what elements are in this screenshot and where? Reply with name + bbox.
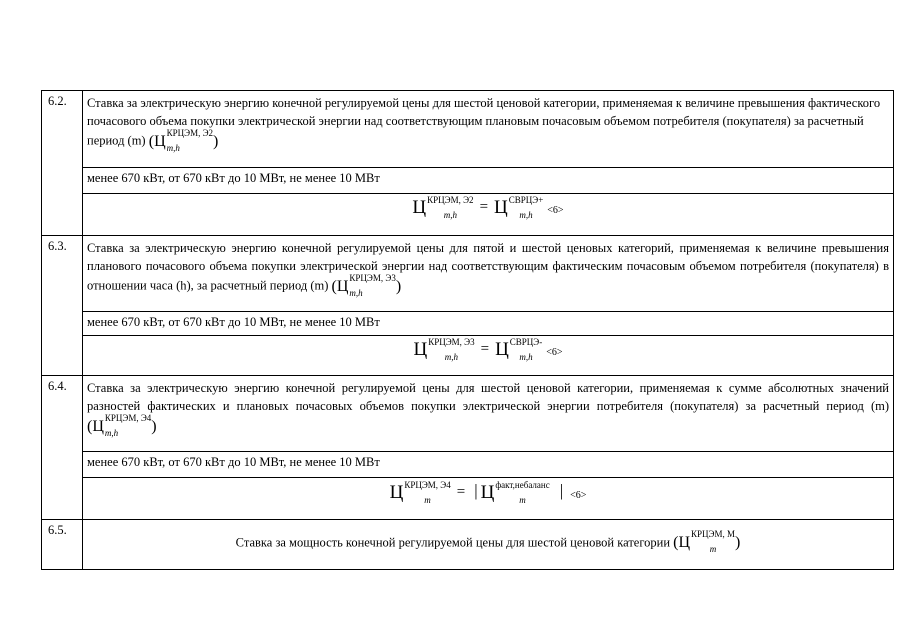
equals-sign: = xyxy=(479,198,489,215)
row-description xyxy=(83,91,894,168)
description-text: Ставка за электрическую энергию конечной регулируемой цены для пятой и шестой ценовых категорий, применяемая к величине превышения планового почасового объема покупки электрической энергии над соответствующим фактическим почасовым объемом потребителя (покупателя) в отношении часа (h), за расчетный период (m) xyxy=(87,241,889,293)
description-symbol: (Ц КРЦЭМ, Э2 m,h ) xyxy=(148,128,219,154)
row-number: 6.5. xyxy=(42,520,83,570)
description-text: Ставка за мощность конечной регулируемой цены для шестой ценовой категории xyxy=(235,535,671,550)
formula-lhs: Ц КРЦЭМ, Э3 m,h xyxy=(413,337,475,363)
table-row xyxy=(42,91,894,168)
footnote-ref: <6> xyxy=(570,490,587,501)
description-symbol: (Ц КРЦЭМ, М m ) xyxy=(673,529,741,555)
equals-sign: = xyxy=(456,484,466,500)
power-range: менее 670 кВт, от 670 кВт до 10 МВт, не менее 10 МВт xyxy=(83,168,894,194)
row-number: 6.3. xyxy=(42,236,83,376)
formula xyxy=(83,336,894,376)
description-text: Ставка за электрическую энергию конечной регулируемой цены для шестой ценовой категории, применяемая к сумме абсолютных значений разностей фактических и плановых почасовых объемов покупки электрической энергии потребителя (покупателя) за расчетный период (m) xyxy=(87,381,889,414)
table-row xyxy=(42,376,894,452)
table-row xyxy=(42,168,894,194)
footnote-ref: <6> xyxy=(546,346,563,358)
abs-bar-right: | xyxy=(559,481,564,500)
row-description xyxy=(83,236,894,312)
table-row xyxy=(42,236,894,312)
description-text: Ставка за электрическую энергию конечной регулируемой цены для шестой ценовой категории, применяемая к величине превышения фактического почасового объема покупки электрической энергии над соответствующим плановым почасовым объемом потребителя (покупателя) за расчетный период (m) xyxy=(87,96,881,148)
row-number: 6.2. xyxy=(42,91,83,236)
abs-bar-left: | xyxy=(474,481,478,500)
description-symbol: (Ц КРЦЭМ, Э3 m,h ) xyxy=(331,273,402,299)
formula-rhs: Ц факт,небаланс m xyxy=(480,480,550,506)
row-number: 6.4. xyxy=(42,376,83,520)
table-row xyxy=(42,478,894,520)
formula xyxy=(83,478,894,520)
table-row xyxy=(42,312,894,336)
equals-sign: = xyxy=(480,340,490,357)
formula-lhs: Ц КРЦЭМ, Э4 m xyxy=(389,480,451,506)
formula-rhs: Ц СВРЦЭ- m,h xyxy=(495,337,543,363)
row-description xyxy=(83,376,894,452)
table-row xyxy=(42,520,894,570)
power-range: менее 670 кВт, от 670 кВт до 10 МВт, не менее 10 МВт xyxy=(83,452,894,478)
formula-lhs: Ц КРЦЭМ, Э2 m,h xyxy=(412,195,474,221)
tariff-table xyxy=(41,90,894,570)
table-row xyxy=(42,194,894,236)
power-range: менее 670 кВт, от 670 кВт до 10 МВт, не менее 10 МВт xyxy=(83,312,894,336)
row-description xyxy=(83,520,894,570)
formula-rhs: Ц СВРЦЭ+ m,h xyxy=(494,195,544,221)
description-symbol: (Ц КРЦЭМ, Э4 m,h ) xyxy=(87,413,157,439)
footnote-ref: <6> xyxy=(547,204,564,216)
table-row xyxy=(42,452,894,478)
formula xyxy=(83,194,894,236)
table-row xyxy=(42,336,894,376)
